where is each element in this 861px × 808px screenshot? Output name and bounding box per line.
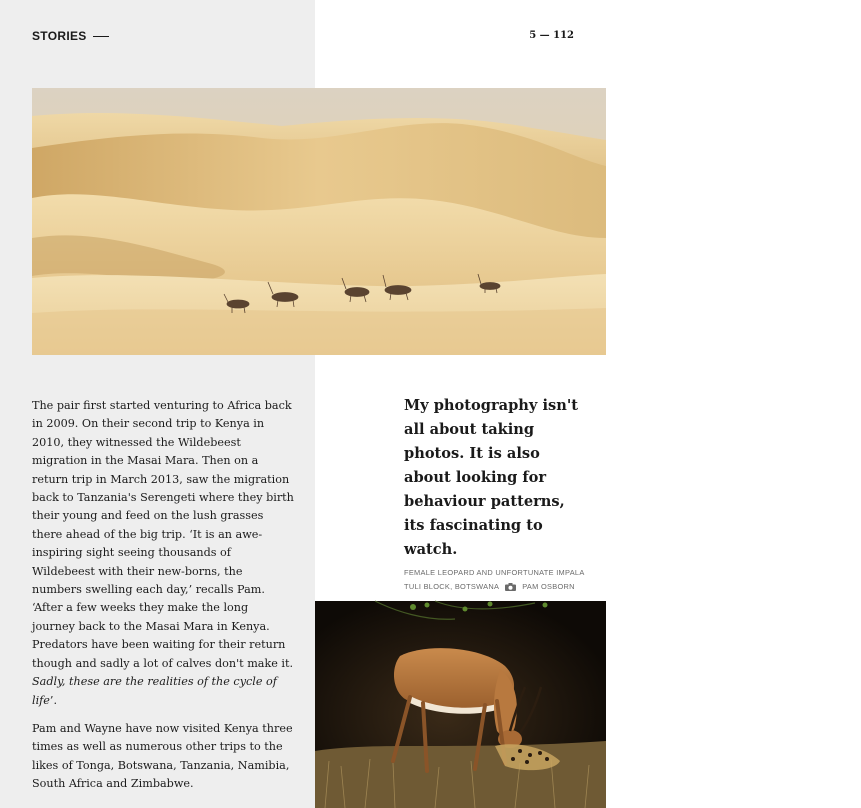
caption-line-2 [404,580,594,594]
section-header [32,29,109,43]
article-paragraph-1-text: The pair first started venturing to Africa back in 2009. On their second trip to Kenya in 2010, they witnessed the Wildebeest migration in the Masai Mara. Then on a return trip in March 2013, saw the migration back to Tanzania's Serengeti where they birth their young and feed on the lush grasses there ahead of the big trip. ‘It is an awe-inspiring sight seeing thousands of Wildebeest with their new-borns, the numbers swelling each day,’ recalls Pam. ‘After a few weeks they make the long journey back to the Masai Mara in Kenya. Predators have been waiting for their return though and sadly a lot of calves don't make it. [32,399,294,670]
hero-photo-dunes [32,88,732,382]
camera-icon [594,0,861,210]
impala-illustration [315,601,606,808]
caption-author: PAM OSBORN [522,582,575,591]
hero-credit-title: DESERT ORYX AND A DUNE SEA, NAMIBIA [723,215,732,382]
section-rule [93,36,109,37]
article-paragraph-2: Pam and Wayne have now visited Kenya three times as well as numerous other trips to the likes of Tonga, Botswana, Tanzania, Namibia, South Africa and Zimbabwe. [32,721,293,791]
hero-photo-credit [594,192,732,382]
leopard-impala-photo [315,601,606,808]
article-paragraph-1 [32,397,294,710]
section-label: STORIES [32,29,87,43]
pull-quote: My photography isn't all about taking photos. It is also about looking for behaviour patterns, its fascinating to watch. [404,397,579,558]
article-body [32,397,294,804]
page-count: 5 — 112 [529,30,574,41]
article-paragraph-1-italic: Sadly, these are the realities of the cycle of life [32,675,277,707]
article-paragraph-1-end: ’. [49,693,58,707]
leopard-photo-caption [404,566,594,594]
dune-illustration [32,88,606,355]
camera-icon [505,583,516,591]
caption-location: TULI BLOCK, BOTSWANA [404,582,500,591]
caption-line-1: FEMALE LEOPARD AND UNFORTUNATE IMPALA [404,568,585,577]
